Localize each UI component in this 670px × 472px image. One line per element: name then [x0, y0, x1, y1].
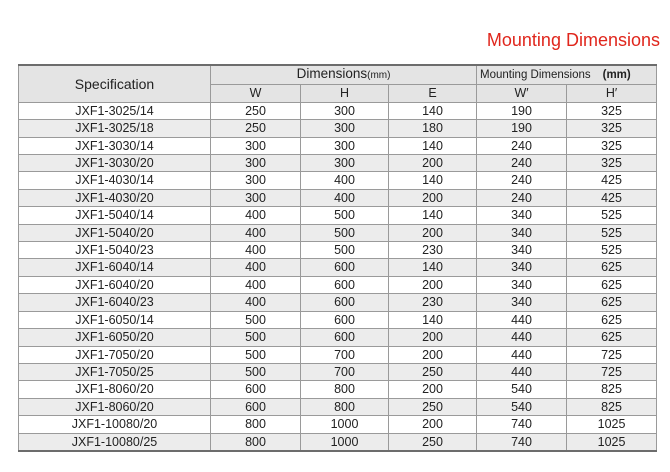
cell-e: 140: [389, 259, 477, 276]
cell-h: 300: [301, 120, 389, 137]
cell-h: 1000: [301, 416, 389, 433]
cell-h-prime: 725: [567, 346, 657, 363]
cell-h: 500: [301, 224, 389, 241]
cell-w: 500: [211, 311, 301, 328]
mounting-dimensions-table: [18, 64, 657, 452]
cell-specification: JXF1-3030/20: [19, 155, 211, 172]
cell-h-prime: 1025: [567, 433, 657, 451]
column-header-e: E: [389, 85, 477, 102]
cell-h-prime: 625: [567, 294, 657, 311]
cell-w-prime: 340: [477, 242, 567, 259]
cell-w: 300: [211, 172, 301, 189]
cell-w: 600: [211, 381, 301, 398]
cell-specification: JXF1-6050/14: [19, 311, 211, 328]
cell-h: 800: [301, 398, 389, 415]
cell-e: 200: [389, 416, 477, 433]
table-row: [19, 120, 657, 137]
table-body: [19, 102, 657, 451]
cell-h: 600: [301, 311, 389, 328]
cell-h-prime: 1025: [567, 416, 657, 433]
cell-w: 250: [211, 120, 301, 137]
cell-specification: JXF1-7050/20: [19, 346, 211, 363]
table-row: [19, 363, 657, 380]
cell-h: 700: [301, 346, 389, 363]
cell-w: 400: [211, 224, 301, 241]
cell-e: 250: [389, 363, 477, 380]
specification-header: Specification: [19, 65, 211, 102]
cell-w-prime: 740: [477, 416, 567, 433]
cell-w-prime: 340: [477, 207, 567, 224]
cell-h-prime: 425: [567, 189, 657, 206]
cell-h: 300: [301, 137, 389, 154]
cell-h: 500: [301, 242, 389, 259]
page-title: Mounting Dimensions: [486, 30, 660, 50]
cell-h-prime: 325: [567, 137, 657, 154]
cell-w-prime: 340: [477, 224, 567, 241]
dimensions-unit: (mm): [367, 70, 391, 81]
cell-e: 200: [389, 276, 477, 293]
table-row: [19, 311, 657, 328]
cell-h-prime: 625: [567, 276, 657, 293]
cell-w: 400: [211, 259, 301, 276]
column-header-h-prime: H′: [567, 85, 657, 102]
table-header-row: [19, 65, 657, 85]
cell-h-prime: 325: [567, 120, 657, 137]
cell-h-prime: 325: [567, 155, 657, 172]
cell-e: 140: [389, 102, 477, 119]
cell-specification: JXF1-7050/25: [19, 363, 211, 380]
cell-specification: JXF1-4030/20: [19, 189, 211, 206]
table-row: [19, 102, 657, 119]
cell-specification: JXF1-5040/20: [19, 224, 211, 241]
cell-e: 230: [389, 294, 477, 311]
cell-w: 300: [211, 155, 301, 172]
cell-w-prime: 340: [477, 259, 567, 276]
table-row: [19, 294, 657, 311]
cell-w-prime: 540: [477, 381, 567, 398]
cell-specification: JXF1-10080/25: [19, 433, 211, 451]
table-row: [19, 276, 657, 293]
cell-w: 300: [211, 137, 301, 154]
cell-h: 300: [301, 102, 389, 119]
mounting-unit: (mm): [602, 69, 631, 81]
table-row: [19, 416, 657, 433]
cell-specification: JXF1-5040/23: [19, 242, 211, 259]
cell-w-prime: 440: [477, 329, 567, 346]
cell-w-prime: 540: [477, 398, 567, 415]
table-row: [19, 172, 657, 189]
cell-e: 230: [389, 242, 477, 259]
cell-w-prime: 240: [477, 172, 567, 189]
cell-specification: JXF1-4030/14: [19, 172, 211, 189]
cell-e: 140: [389, 311, 477, 328]
cell-e: 200: [389, 346, 477, 363]
table-row: [19, 224, 657, 241]
cell-h-prime: 725: [567, 363, 657, 380]
cell-w-prime: 240: [477, 155, 567, 172]
cell-w: 400: [211, 294, 301, 311]
cell-h: 500: [301, 207, 389, 224]
cell-specification: JXF1-3025/14: [19, 102, 211, 119]
cell-e: 140: [389, 207, 477, 224]
cell-h-prime: 525: [567, 207, 657, 224]
dimensions-label: Dimensions: [296, 66, 368, 81]
cell-w-prime: 190: [477, 120, 567, 137]
cell-e: 200: [389, 381, 477, 398]
mounting-label: Mounting Dimensions: [480, 69, 591, 81]
cell-h: 400: [301, 172, 389, 189]
cell-w-prime: 240: [477, 189, 567, 206]
cell-specification: JXF1-8060/20: [19, 398, 211, 415]
table-row: [19, 398, 657, 415]
cell-h-prime: 425: [567, 172, 657, 189]
cell-w-prime: 190: [477, 102, 567, 119]
table-row: [19, 329, 657, 346]
cell-h: 600: [301, 294, 389, 311]
cell-h-prime: 825: [567, 381, 657, 398]
cell-h: 800: [301, 381, 389, 398]
cell-e: 200: [389, 189, 477, 206]
cell-w: 250: [211, 102, 301, 119]
cell-h-prime: 525: [567, 224, 657, 241]
cell-e: 140: [389, 172, 477, 189]
cell-specification: JXF1-5040/14: [19, 207, 211, 224]
cell-w: 300: [211, 189, 301, 206]
mounting-dimensions-header: [477, 65, 657, 85]
cell-w: 600: [211, 398, 301, 415]
cell-w-prime: 440: [477, 346, 567, 363]
cell-h: 700: [301, 363, 389, 380]
table-row: [19, 433, 657, 451]
cell-h-prime: 525: [567, 242, 657, 259]
cell-h-prime: 625: [567, 259, 657, 276]
cell-e: 200: [389, 329, 477, 346]
table-row: [19, 207, 657, 224]
cell-specification: JXF1-6040/14: [19, 259, 211, 276]
cell-w-prime: 240: [477, 137, 567, 154]
cell-h-prime: 625: [567, 311, 657, 328]
table-row: [19, 155, 657, 172]
column-header-h: H: [301, 85, 389, 102]
table-row: [19, 189, 657, 206]
cell-h-prime: 325: [567, 102, 657, 119]
cell-h: 1000: [301, 433, 389, 451]
column-header-w-prime: W′: [477, 85, 567, 102]
cell-w: 500: [211, 346, 301, 363]
cell-w: 500: [211, 363, 301, 380]
cell-w-prime: 440: [477, 363, 567, 380]
cell-h: 600: [301, 329, 389, 346]
cell-specification: JXF1-3030/14: [19, 137, 211, 154]
cell-w: 500: [211, 329, 301, 346]
table-row: [19, 346, 657, 363]
cell-w: 400: [211, 276, 301, 293]
table-row: [19, 259, 657, 276]
cell-e: 180: [389, 120, 477, 137]
dimensions-header: [211, 65, 477, 85]
cell-w-prime: 740: [477, 433, 567, 451]
cell-e: 200: [389, 155, 477, 172]
cell-w: 400: [211, 207, 301, 224]
cell-h: 600: [301, 259, 389, 276]
cell-specification: JXF1-10080/20: [19, 416, 211, 433]
table-row: [19, 381, 657, 398]
cell-w: 800: [211, 433, 301, 451]
table-row: [19, 242, 657, 259]
cell-specification: JXF1-6040/23: [19, 294, 211, 311]
cell-e: 250: [389, 433, 477, 451]
cell-e: 200: [389, 224, 477, 241]
cell-specification: JXF1-3025/18: [19, 120, 211, 137]
cell-specification: JXF1-6040/20: [19, 276, 211, 293]
cell-specification: JXF1-6050/20: [19, 329, 211, 346]
cell-h: 400: [301, 189, 389, 206]
cell-w: 800: [211, 416, 301, 433]
cell-w: 400: [211, 242, 301, 259]
cell-e: 140: [389, 137, 477, 154]
column-header-w: W: [211, 85, 301, 102]
cell-h-prime: 625: [567, 329, 657, 346]
cell-specification: JXF1-8060/20: [19, 381, 211, 398]
cell-h: 600: [301, 276, 389, 293]
table-row: [19, 137, 657, 154]
cell-w-prime: 340: [477, 294, 567, 311]
cell-w-prime: 440: [477, 311, 567, 328]
cell-e: 250: [389, 398, 477, 415]
cell-h-prime: 825: [567, 398, 657, 415]
cell-h: 300: [301, 155, 389, 172]
cell-w-prime: 340: [477, 276, 567, 293]
